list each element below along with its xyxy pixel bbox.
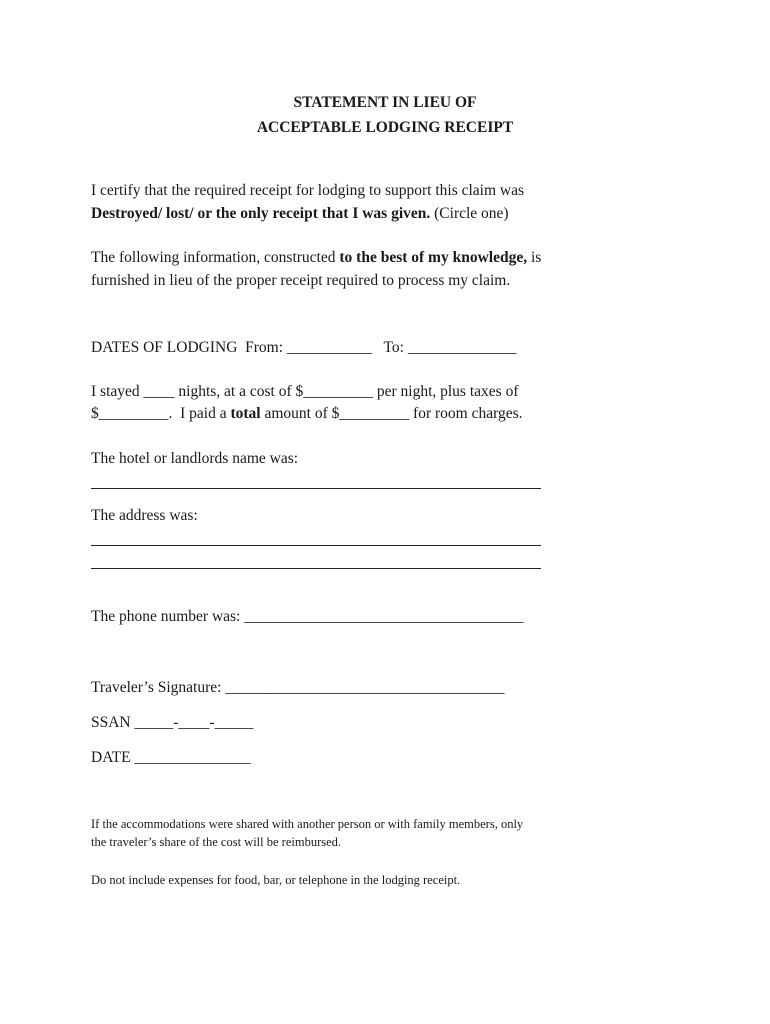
stay-line-2-post: amount of $_________ for room charges. [260,405,523,422]
stay-total-bold: total [230,405,261,422]
following-line-2: furnished in lieu of the proper receipt required to process my claim. [91,272,511,289]
exclude-note: Do not include expenses for food, bar, or telephone in the lodging receipt. [91,873,461,887]
certify-bold-text: Destroyed/ lost/ or the only receipt that I was given. [91,205,431,222]
stay-line-2[interactable] [91,405,523,423]
certify-line-2 [91,205,509,223]
traveler-signature-field[interactable]: Traveler’s Signature: ____________________________________ [91,679,505,696]
following-bold-text: to the best of my knowledge, [339,249,528,266]
stay-line-1[interactable]: I stayed ____ nights, at a cost of $_________ per night, plus taxes of [91,383,519,400]
date-field[interactable]: DATE _______________ [91,749,251,766]
title-line-1: STATEMENT IN LIEU OF [293,94,477,111]
address-line-2[interactable] [91,568,541,569]
address-label: The address was: [91,507,198,524]
ssan-field[interactable]: SSAN _____-____-_____ [91,714,254,731]
following-line-1 [91,249,541,267]
dates-of-lodging[interactable]: DATES OF LODGING From: ___________ To: ______________ [91,339,517,356]
shared-note-line-2: the traveler’s share of the cost will be reimbursed. [91,835,342,849]
hotel-name-label: The hotel or landlords name was: [91,450,299,467]
hotel-name-line[interactable] [91,488,541,489]
phone-number-field[interactable]: The phone number was: ____________________________________ [91,608,524,625]
shared-note-line-1: If the accommodations were shared with another person or with family members, only [91,817,524,831]
following-post-text: is [527,249,542,266]
certify-line-1: I certify that the required receipt for lodging to support this claim was [91,182,525,199]
following-pre-text: The following information, constructed [91,249,340,266]
title-line-2: ACCEPTABLE LODGING RECEIPT [256,119,514,136]
stay-line-2-pre: $_________. I paid a [91,405,231,422]
address-line-1[interactable] [91,545,541,546]
circle-one-text: (Circle one) [430,205,509,222]
